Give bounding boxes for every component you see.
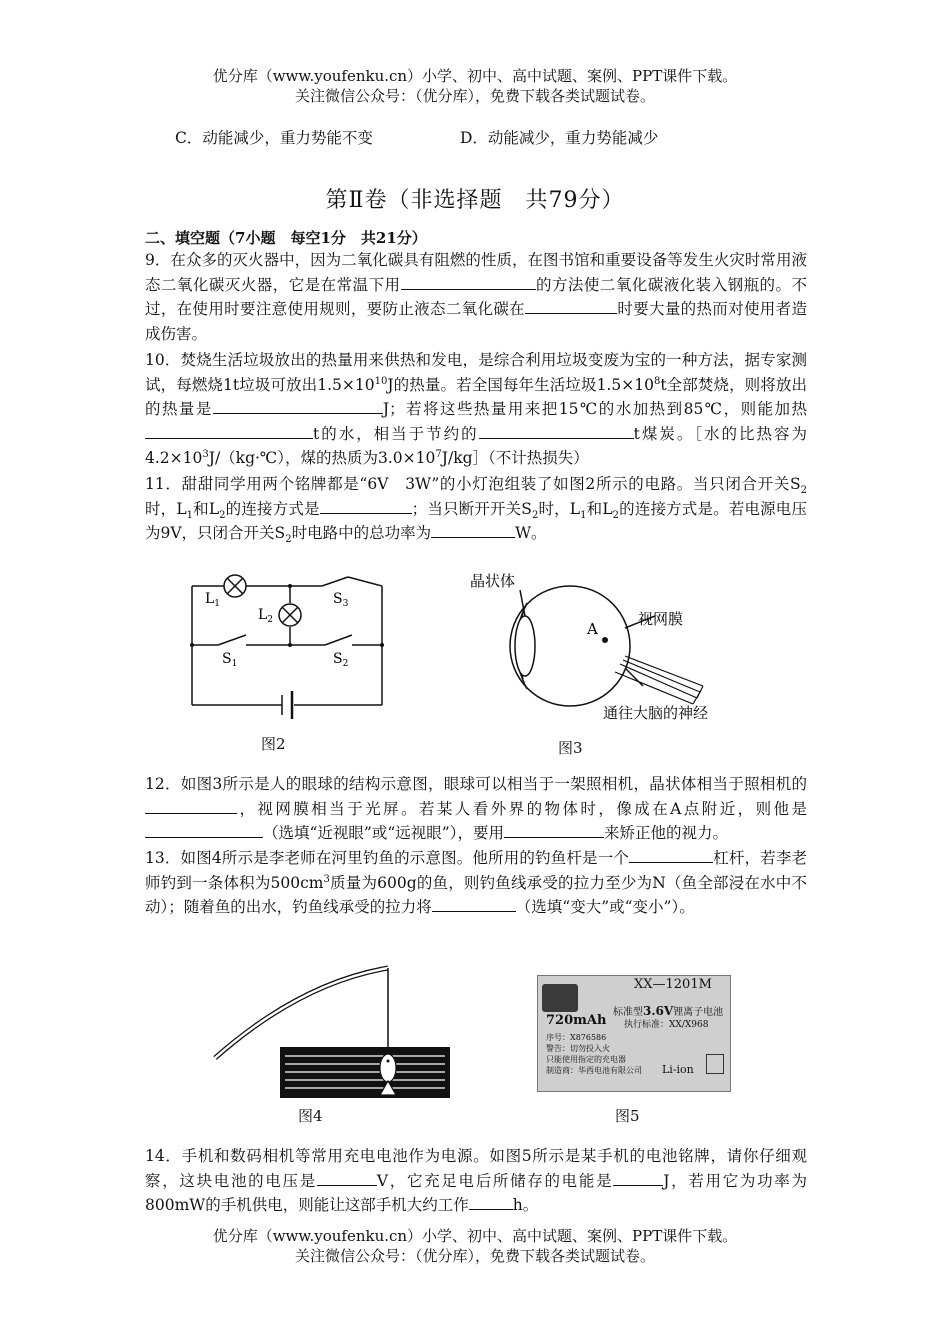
q11-sub-6: 2: [612, 509, 619, 521]
footer-line-2: 关注微信公众号：（优分库），免费下载各类试题试卷。: [294, 1247, 655, 1265]
q11-text-10: 时电路中的总功率为: [291, 524, 432, 542]
question-13: [145, 846, 807, 920]
figure-2-circuit: [180, 565, 410, 725]
q11-text-5: ；当只断开开关S: [411, 499, 532, 518]
figure-3-caption: 图3: [558, 739, 583, 757]
q12-blank-3[interactable]: [504, 823, 604, 838]
q13-text-1: 13．如图4所示是李老师在河里钓鱼的示意图。他所用的钓鱼杆是一个: [145, 849, 630, 867]
q12-text-4: 来矫正他的视力。: [603, 824, 728, 842]
q11-text-2: 时，L: [145, 499, 187, 518]
figure-4-fishing: [210, 963, 460, 1103]
q14-text-1: 14．手机和数码相机等常用充电电池作为电源。如图5所示是某手机的电池铭牌，请你仔细观察，这块电池的电压是: [145, 1147, 807, 1190]
q10-exp-3: 3: [202, 448, 209, 460]
q10-blank-2[interactable]: [145, 424, 313, 439]
lamp-l2: [279, 604, 301, 626]
label-s1: $S_1$: [222, 651, 238, 669]
q14-text-3: J，若用它为功率为800mW的手机供电，则能让这部手机大约工作: [145, 1171, 807, 1214]
q10-exp-2: 8: [653, 375, 661, 387]
q11-text-6: 时，L: [538, 499, 581, 518]
q12-text-3: （选填“近视眼”或“远视眼”），要用: [263, 824, 504, 842]
subsection-title: 二、填空题（7小题 每空1分 共21分）: [145, 229, 427, 247]
figure-5-caption: 图5: [615, 1107, 640, 1125]
q11-text-7: 和L: [586, 499, 613, 518]
q14-text-4: h。: [512, 1196, 539, 1214]
battery-serial: 序号：X876586: [546, 1033, 607, 1042]
q10-blank-1[interactable]: [213, 399, 383, 414]
label-retina: 视网膜: [638, 610, 684, 628]
q12-text-1: 12．如图3所示是人的眼球的结构示意图，眼球可以相当于一架照相机，晶状体相当于照相机的: [145, 775, 807, 793]
battery-liion: Li-ion: [662, 1063, 694, 1076]
question-12: [145, 772, 807, 846]
option-d: D．动能减少，重力势能减少: [460, 129, 659, 147]
label-l1: $L_1$: [205, 591, 221, 609]
q11-text-4: 的连接方式是: [225, 499, 320, 518]
battery-maker: 制造商：华西电池有限公司: [546, 1066, 642, 1075]
battery-charger-note: 只能使用指定的充电器: [546, 1055, 626, 1064]
q12-blank-1[interactable]: [145, 799, 237, 814]
q11-sub-4: 2: [531, 509, 539, 521]
q10-text-7: J/（kg·℃），煤的热质为3.0×10: [208, 449, 436, 467]
q10-text-8: J/kg］（不计热损失）: [441, 449, 589, 467]
q13-blank-2[interactable]: [432, 897, 516, 912]
q11-sub-7: 2: [285, 534, 292, 546]
q11-text-11: W。: [515, 524, 547, 542]
label-point-a: A: [587, 620, 598, 638]
q9-blank-2[interactable]: [525, 299, 617, 314]
q13-text-2: 杠杆，若李老师钓到一条体积为500cm: [145, 849, 807, 892]
battery-standard: 标准型3.6V锂离子电池: [613, 1004, 724, 1018]
q11-sub-1: 2: [800, 485, 807, 497]
option-c: C．动能减少，重力势能不变: [175, 129, 373, 147]
q11-text-3: 和L: [193, 499, 220, 518]
q10-text-3: t全部焚烧，则将放出的热量是: [145, 375, 808, 418]
label-s3: $S_3$: [333, 591, 349, 609]
q13-text-4: （选填“变大”或“变小”）。: [515, 898, 695, 916]
q14-text-2: V，它充足电后所储存的电能是: [376, 1171, 614, 1190]
footer-line-1: 优分库（www.youfenku.cn）小学、初中、高中试题、案例、PPT课件下载。: [212, 1227, 738, 1245]
question-10: [145, 348, 807, 471]
q13-text-3: 质量为600g的鱼，则钓鱼线承受的拉力至少为N（鱼全部浸在水中不动）；随着鱼的出水，钓鱼线承受的拉力将: [145, 873, 807, 916]
q11-text-8: 的连接方式是: [618, 499, 714, 518]
battery-logo: [542, 984, 578, 1012]
q11-text-1: 11．甜甜同学用两个铭牌都是“6V 3W”的小灯泡组装了如图2所示的电路。当只闭合开关S: [145, 475, 801, 493]
q11-blank-2[interactable]: [431, 523, 515, 538]
q12-blank-2[interactable]: [145, 823, 263, 838]
section-title: 第Ⅱ卷（非选择题 共79分）: [325, 188, 625, 213]
recycle-bin-icon: [706, 1054, 724, 1074]
q14-blank-1[interactable]: [317, 1171, 377, 1186]
lamp-l1: [224, 575, 246, 597]
q11-sub-3: 2: [219, 509, 226, 521]
q9-text-2: 的方法使二氧化碳液化装入钢瓶的。不过，在使用时要注意使用规则，要防止液态二氧化碳在: [145, 275, 807, 318]
battery-warning: 警告：切勿投入火: [546, 1044, 610, 1053]
q9-text-1: 9．在众多的灭火器中，因为二氧化碳具有阻燃的性质，在图书馆和重要设备等发生火灾时常用液态二氧化碳灭火器，它是在常温下用: [145, 251, 807, 294]
q10-text-2: J的热量。若全国每年生活垃圾1.5×10: [387, 375, 654, 394]
header-line-1: 优分库（www.youfenku.cn）小学、初中、高中试题、案例、PPT课件下载。: [212, 67, 738, 85]
q11-sub-5: 1: [580, 509, 587, 521]
figure-5-battery-label: [537, 975, 731, 1092]
figure-4-caption: 图4: [298, 1107, 323, 1125]
q11-blank-1[interactable]: [320, 499, 412, 514]
q10-exp-1: 10: [374, 375, 388, 387]
q10-text-5: t的水，相当于节约的: [313, 424, 479, 443]
q13-exp: 3: [323, 873, 330, 885]
question-11: [145, 472, 807, 546]
battery-exec-standard: 执行标准：XX/X968: [624, 1020, 709, 1030]
q14-blank-3[interactable]: [469, 1195, 513, 1210]
q10-text-1: 10．焚烧生活垃圾放出的热量用来供热和发电，是综合利用垃圾变废为宝的一种方法，据专家测试，每燃烧1t垃圾可放出1.5×10: [145, 351, 807, 394]
label-l2: $L_2$: [258, 607, 274, 625]
q10-blank-3[interactable]: [479, 424, 634, 439]
q13-blank-1[interactable]: [629, 848, 713, 863]
label-nerve: 通往大脑的神经: [603, 704, 709, 722]
figure-3-eye: [465, 568, 735, 728]
q10-text-6: t煤炭。［水的比热容为4.2×10: [145, 424, 807, 467]
q10-text-4: J；若将这些热量用来把15℃的水加热到85℃，则能加热: [382, 400, 807, 418]
q14-blank-2[interactable]: [613, 1171, 663, 1186]
q9-blank-1[interactable]: [401, 275, 536, 290]
question-14: [145, 1144, 807, 1218]
figure-2-caption: 图2: [261, 735, 286, 753]
q9-text-3: 时要大量的热而对使用者造成伤害。: [145, 300, 807, 343]
label-s2: $S_2$: [333, 651, 349, 669]
battery-model: XX—1201M: [634, 977, 712, 992]
battery-capacity: 720mAh: [546, 1013, 607, 1028]
q12-text-2: ，视网膜相当于光屏。若某人看外界的物体时，像成在A点附近，则他是: [237, 799, 807, 818]
q11-text-9: 。若电源电压为9V，只闭合开关S: [145, 499, 807, 542]
question-9: [145, 248, 807, 346]
header-line-2: 关注微信公众号：（优分库），免费下载各类试题试卷。: [294, 87, 655, 105]
q11-sub-2: 1: [186, 509, 193, 521]
q10-exp-4: 7: [435, 448, 442, 460]
label-lens: 晶状体: [470, 572, 516, 590]
